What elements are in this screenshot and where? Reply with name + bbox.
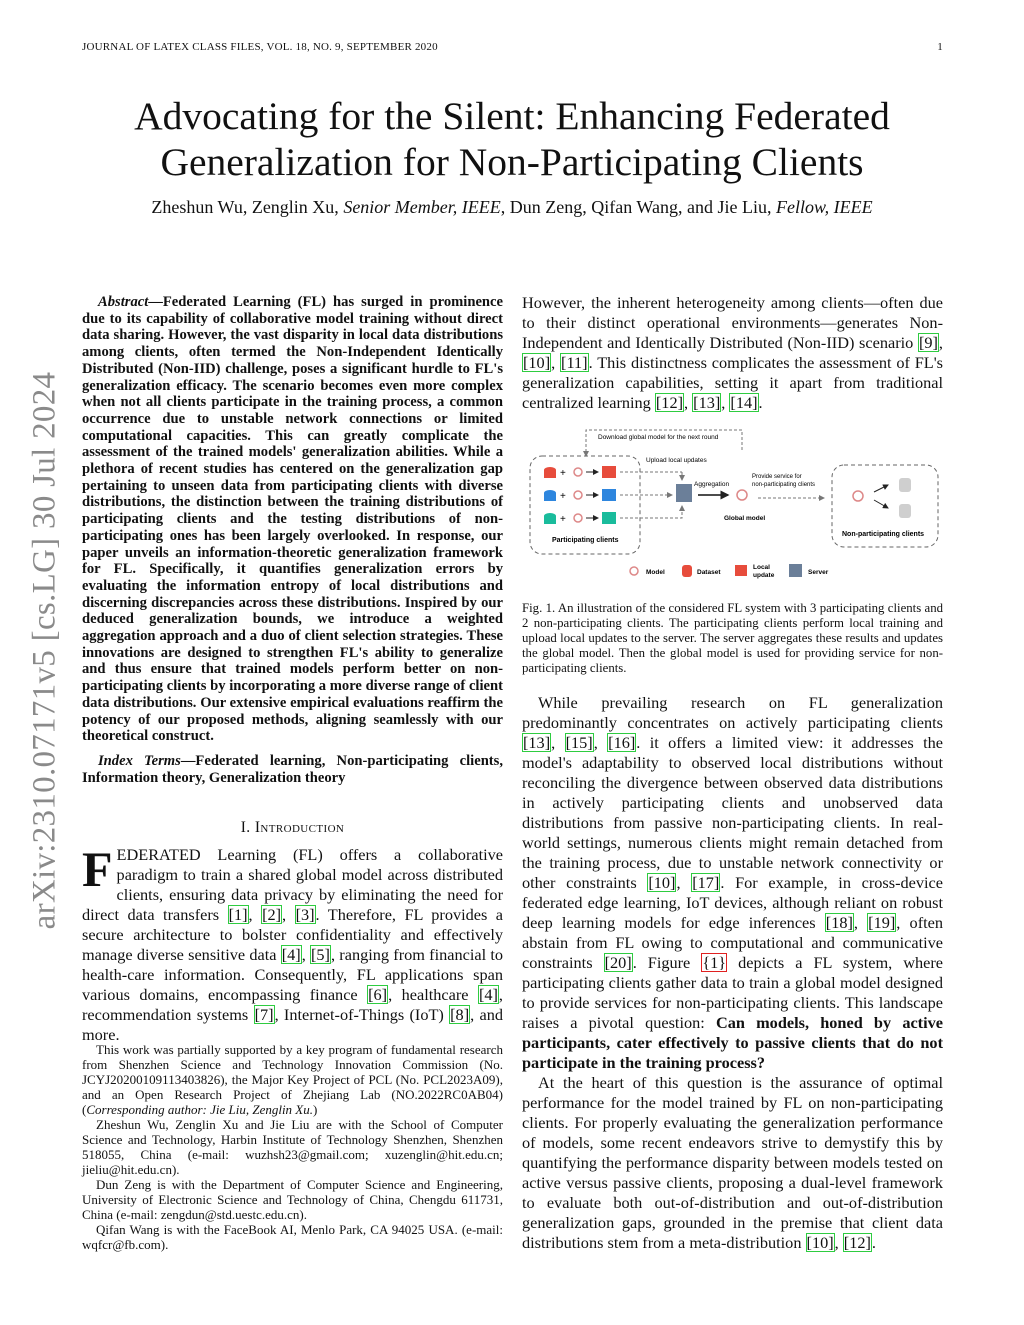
local-update-legend-icon [735, 565, 747, 576]
abstract-text: —Federated Learning (FL) has surged in prominence due to its capability of collaborative model training without direct data sharing. However, the vast disparity in local data distributions among clients, often termed the Non-Independent Identically Distributed (Non-IID) challenge, poses a significant hurdle to FL's generalization efficacy. The scenario becomes even more complex when not all clients participate in the training process, a common occurrence due to unstable network connections or limited computational capacities. This can greatly complicate the assessment of the trained models' generalization abilities. While a plethora of recent studies has centered on the generalization gap pertaining to unseen data from participating clients with diverse distributions, the distinction between the training distributions of participating clients and the testing distributions of non-participating ones has been largely overlooked. In response, our paper unveils an information-theoretic generalization framework for FL. Specifically, it quantifies generalization errors by evaluating the information entropy of local distributions and discerning discrepancies across these distributions. Inspired by our deduced generalization bounds, we introduce a weighted aggregation approach and a duo of client selection strategies. These innovations are designed to strengthen FL's ability to generalize and thus ensure that trained models perform better on non-participating clients by incorporating a more diverse range of client data distributions. Our extensive empirical evaluations reaffirm the potency of our proposed methods, aligning seamlessly with our theoretical construct. [82, 294, 503, 745]
paragraph-text: , Internet-of-Things (IoT) [274, 1005, 450, 1024]
legend-server: Server [808, 569, 829, 576]
svg-text:+: + [560, 491, 566, 502]
paragraph-text: , [834, 1233, 843, 1252]
citation-link[interactable]: [12] [843, 1233, 871, 1252]
right-paragraph-1 [522, 293, 943, 413]
title-line-2: Generalization for Non-Participating Clients [160, 140, 864, 184]
author-list [60, 197, 964, 218]
client-rows [544, 466, 682, 525]
running-header [82, 41, 943, 53]
citation-link[interactable]: [14] [730, 393, 758, 412]
paragraph-text: , [853, 913, 868, 932]
upload-label: Upload local updates [646, 457, 707, 464]
index-terms-text: —Federated learning, Non-participating clients, Information theory, Generalization theory [82, 753, 503, 786]
non-participating-clients-label: Non-participating clients [842, 531, 925, 538]
server-legend-icon [789, 564, 802, 577]
service-label-2: non-participating clients [752, 482, 816, 488]
paragraph-text: , [593, 733, 608, 752]
citation-link[interactable]: [17] [692, 873, 720, 892]
citation-link[interactable]: [15] [565, 733, 593, 752]
section-title: Introduction [254, 819, 345, 836]
paragraph-text: , often abstain from FL owing to computational and communicative constraints [522, 913, 943, 972]
paragraph-text: . Figure [632, 953, 702, 972]
abstract-label: Abstract [98, 294, 149, 310]
model-legend-icon [630, 567, 638, 575]
paragraph-text: depicts a FL system, where participating clients gather data to train a global model designed to provide services for non-participating clients. This landscape raises a pivotal question: [522, 953, 944, 1032]
paragraph-text: , [676, 873, 692, 892]
legend-dataset: Dataset [697, 569, 721, 576]
citation-link[interactable]: [3] [295, 905, 315, 924]
author-title: Senior Member, IEEE [343, 197, 501, 217]
authors-text: Zheshun Wu, Zenglin Xu, [151, 197, 344, 217]
citation-link[interactable]: [5] [311, 945, 330, 964]
global-model-label: Global model [724, 515, 766, 522]
footnote-funding [82, 1042, 503, 1117]
citation-link[interactable]: [13] [693, 393, 721, 412]
footnote-affiliation-3: Qifan Wang is with the FaceBook AI, Menlo Park, CA 94025 USA. (e-mail: wqfcr@fb.com). [82, 1222, 503, 1252]
paragraph-text: , [248, 905, 262, 924]
paragraph-text: . [871, 1233, 876, 1252]
svg-text:+: + [560, 468, 566, 479]
paragraph-3 [522, 1073, 943, 1253]
introduction-paragraph [82, 841, 504, 1045]
fl-system-diagram [524, 428, 946, 588]
citation-link[interactable]: [7] [254, 1005, 274, 1024]
legend-local-update: update [753, 572, 775, 579]
citation-link[interactable]: [9] [918, 333, 938, 352]
section-number: I. [240, 819, 255, 836]
figure-caption: Fig. 1. An illustration of the considered FL system with 3 participating clients and 2 non-participating clients. The participating clients perform local training and upload local updates to the server. The server aggregates these results and updates the global model. Then the global model is used for providing service for non-participating clients. [522, 601, 943, 675]
paragraph-text: . [758, 393, 763, 412]
paragraph-text: At the heart of this question is the assurance of optimal performance for the model trained by FL on non-participating clients. For properly evaluating the generalization performance of models, some recent endeavors strive to demystify this by quantifying the performance disparity between models tested on active versus passive clients, proposing a dual-level framework to evaluate both out-of-distribution and out-of-distribution generalization gaps, grounded in the premise that client data distributions stem from a meta-distribution [522, 1073, 943, 1252]
footnote-affiliation-1: Zheshun Wu, Zenglin Xu and Jie Liu are with the School of Computer Science and Technology, Harbin Institute of Technology Shenzhen, Shenzhen 518055, China (e-mail: wuzhsh23@gmail.com; xuzenglin@hit.edu.cn; jieliu@hit.edu.cn). [82, 1117, 503, 1177]
citation-link[interactable]: [13] [523, 733, 551, 752]
citation-link[interactable]: [11] [561, 353, 588, 372]
paragraph-text: EDERATED Learning (FL) offers a collaborative paradigm to train a shared global model across distributed clients, ensuring data privacy by eliminating the need for direct data transfers [82, 845, 503, 924]
paragraph-text: . Therefore, FL provides a secure architecture to bolster confidentiality and effectively manage diverse sensitive data [82, 905, 504, 964]
authors-text: , Dun Zeng, Qifan Wang, and Jie Liu, [500, 197, 776, 217]
paragraph-text: , [551, 733, 565, 752]
footnotes [82, 1042, 503, 1252]
author-title: Fellow, IEEE [775, 197, 873, 217]
client-1 [544, 466, 682, 480]
participating-clients-label: Participating clients [552, 537, 619, 544]
citation-link[interactable]: [8] [450, 1005, 470, 1024]
citation-link[interactable]: [10] [648, 873, 676, 892]
citation-link[interactable]: [16] [608, 733, 636, 752]
journal-name: JOURNAL OF LATEX CLASS FILES, VOL. 18, NO. 9, SEPTEMBER 2020 [82, 41, 438, 53]
footnote-text: This work was partially supported by a key program of fundamental research from Shenzhen Science and Technology Innovation Commission (No. JCYJ20200109113403826), the Major Key Project of PCL (No. PCL2023A09), and an Open Research Project of Zhejiang Lab (NO.2022RC0AB04) ( [82, 1042, 503, 1117]
paragraph-text: , [301, 945, 310, 964]
citation-link[interactable]: [4] [478, 985, 498, 1004]
citation-link[interactable]: [2] [262, 905, 282, 924]
paragraph-text: , [551, 353, 561, 372]
footnote-text: ) [313, 1102, 318, 1117]
citation-link[interactable]: [10] [806, 1233, 834, 1252]
service-label-1: Provide service for [752, 474, 802, 480]
paper-title [60, 93, 964, 185]
client-3 [544, 506, 682, 525]
paragraph-text: , and more. [82, 1005, 504, 1044]
aggregation-label: Aggregation [694, 481, 730, 488]
abstract [82, 294, 503, 745]
paragraph-text: , [721, 393, 730, 412]
title-line-1: Advocating for the Silent: Enhancing Federated [134, 94, 890, 138]
client-2 [544, 489, 672, 502]
paragraph-text: . it offers a limited view: it addresses the model's adaptability to observed local distributions without reconciling the divergence between observed data distributions in actively participating clients and unobserved data distributions from passive non-participating clients. In real-world settings, numerous clients might remain detached from the training process, due to unstable network connectivity or other constraints [522, 733, 943, 892]
legend-local-update: Local [753, 564, 770, 571]
global-model-icon [737, 490, 747, 500]
citation-link[interactable]: [18] [825, 913, 853, 932]
page-number: 1 [937, 41, 943, 53]
section-heading [82, 819, 503, 837]
citation-link[interactable]: [10] [523, 353, 551, 372]
legend-model: Model [646, 569, 665, 576]
arxiv-sidebar-stamp: arXiv:2310.07171v5 [cs.LG] 30 Jul 2024 [26, 371, 63, 930]
paragraph-2 [522, 693, 943, 1073]
paragraph-text: However, the inherent heterogeneity among clients—often due to their distinct operational environments—generates Non-Independent and Identically Distributed (Non-IID) scenario [522, 293, 943, 352]
citation-link[interactable]: [12] [655, 393, 684, 412]
paragraph-text: . For example, in cross-device federated edge learning, IoT devices, although reliant on robust deep learning models for edge inferences [522, 873, 944, 932]
citation-link[interactable]: [1] [228, 905, 248, 924]
research-question: Can models, honed by active participants, cater effectively to passive clients that do not participate in the training process? [522, 1013, 943, 1072]
paragraph-text: , [938, 333, 943, 352]
svg-text:+: + [560, 514, 566, 525]
figure-1 [524, 428, 946, 588]
citation-link[interactable]: [6] [368, 985, 388, 1004]
dataset-legend-icon [682, 565, 692, 577]
paragraph-text: , [684, 393, 693, 412]
paragraph-text: . This distinctness complicates the assessment of FL's generalization capabilities, setting it apart from traditional centralized learning [522, 353, 943, 412]
paragraph-text: , ranging from financial to health-care information. Consequently, FL applications span various domains, encompassing finance [82, 945, 504, 1004]
index-terms-label: Index Terms [98, 753, 181, 769]
server-icon [676, 484, 692, 502]
figure-legend [630, 564, 829, 579]
drop-cap: F [82, 841, 113, 897]
paragraph-text: , [282, 905, 295, 924]
citation-link[interactable]: [19] [868, 913, 896, 932]
citation-link[interactable]: [4] [281, 945, 301, 964]
paragraph-text: , recommendation systems [82, 985, 503, 1024]
citation-link[interactable]: [20] [604, 953, 632, 972]
paragraph-text: While prevailing research on FL generalization predominantly concentrates on actively participating clients [522, 693, 943, 732]
figure-reference-link[interactable]: {1} [702, 953, 727, 972]
paragraph-text: , healthcare [388, 985, 478, 1004]
index-terms [82, 753, 503, 786]
corresponding-author: Corresponding author: Jie Liu, Zenglin Xu. [86, 1102, 313, 1117]
right-paragraphs [522, 693, 943, 1253]
download-label: Download global model for the next round [598, 434, 719, 441]
footnote-affiliation-2: Dun Zeng is with the Department of Computer Science and Engineering, University of Electronic Science and Technology of China, Chengdu 611731, China (e-mail: zengdun@std.uestc.edu.cn). [82, 1177, 503, 1222]
